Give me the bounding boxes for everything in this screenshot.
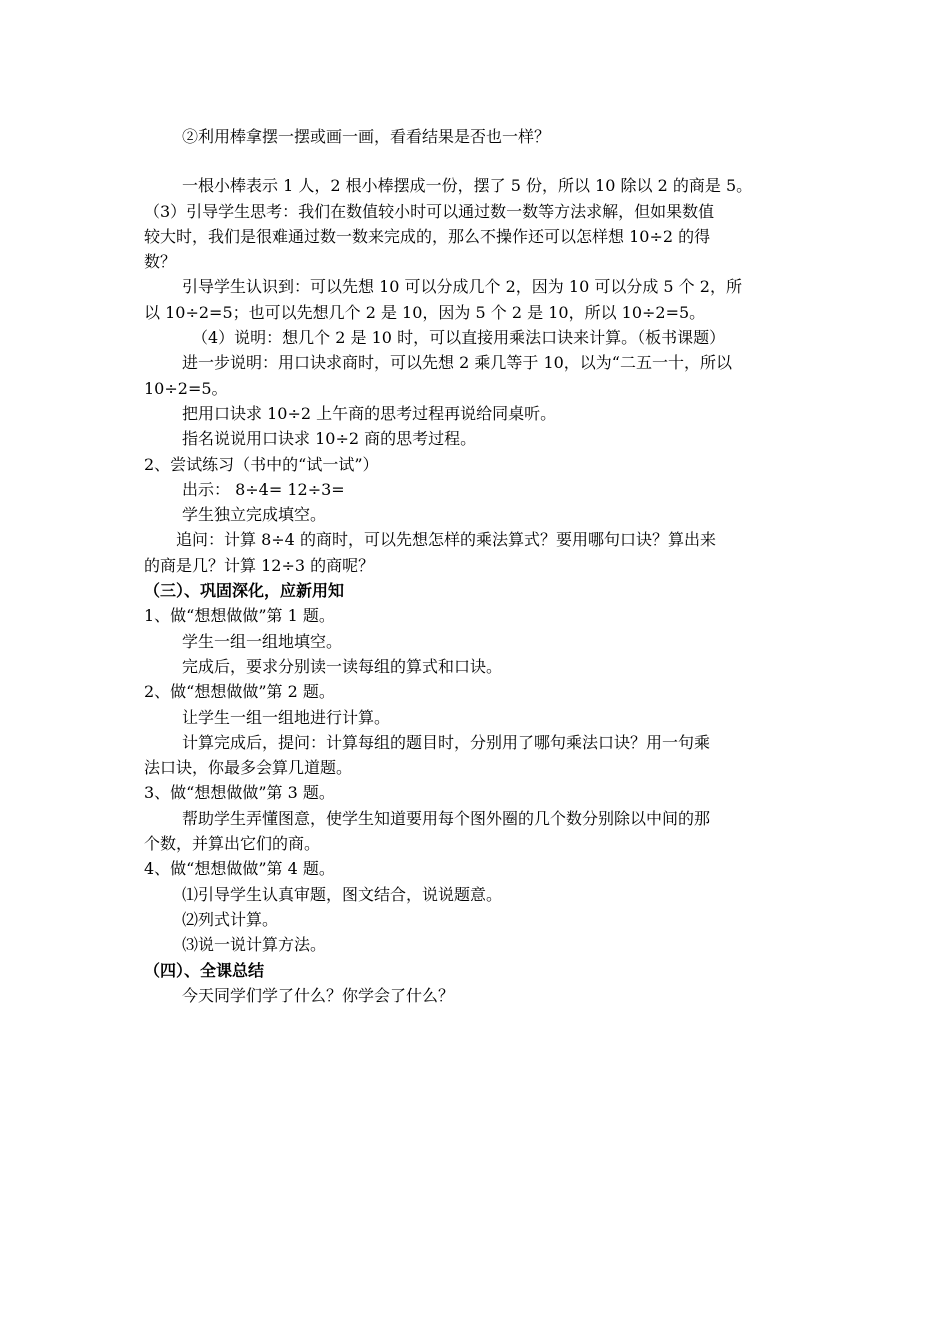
document-page	[144, 124, 812, 1008]
paragraph-line: 的商是几？计算 12÷3 的商呢？	[144, 555, 375, 575]
paragraph-line: 计算完成后，提问：计算每组的题目时，分别用了哪句乘法口诀？用一句乘	[182, 732, 711, 752]
section-heading-bold: （四）、全课总结	[144, 960, 265, 980]
paragraph-line: 出示： 8÷4= 12÷3=	[182, 479, 345, 499]
paragraph-line: 学生独立完成填空。	[182, 505, 327, 525]
paragraph-line: 把用口诀求 10÷2 上午商的思考过程再说给同桌听。	[182, 403, 557, 423]
paragraph-line: 以 10÷2=5；也可以先想几个 2 是 10，因为 5 个 2 是 10，所以 10÷2=5。	[144, 302, 706, 322]
paragraph-line: 让学生一组一组地进行计算。	[182, 707, 391, 727]
paragraph-line: （4）说明：想几个 2 是 10 时，可以直接用乘法口诀来计算。（板书课题）	[192, 328, 726, 348]
paragraph-line: ②利用棒拿摆一摆或画一画，看看结果是否也一样？	[182, 127, 551, 146]
paragraph-line: ⑵列式计算。	[182, 909, 279, 929]
list-item: 3、做“想想做做”第 3 题。	[144, 783, 335, 803]
section-heading: 2、尝试练习（书中的“试一试”）	[144, 454, 379, 474]
list-item: 4、做“想想做做”第 4 题。	[144, 859, 335, 879]
paragraph-line: 数？	[144, 252, 177, 272]
paragraph-line: （3）引导学生思考：我们在数值较小时可以通过数一数等方法求解，但如果数值	[144, 201, 715, 221]
blank-line	[144, 149, 812, 173]
paragraph-line: ⑴引导学生认真审题，图文结合，说说题意。	[182, 884, 503, 904]
paragraph-line: 法口诀，你最多会算几道题。	[144, 758, 353, 778]
paragraph-line: 学生一组一组地填空。	[182, 631, 343, 651]
paragraph-line: 引导学生认识到：可以先想 10 可以分成几个 2，因为 10 可以分成 5 个 2，所	[182, 277, 742, 297]
section-heading-bold: （三）、巩固深化，应新用知	[144, 581, 345, 601]
paragraph-line: 帮助学生弄懂图意，使学生知道要用每个图外圈的几个数分别除以中间的那	[182, 808, 711, 828]
paragraph-line: 进一步说明：用口诀求商时，可以先想 2 乘几等于 10，以为“二五一十，所以	[182, 353, 732, 373]
paragraph-line: 完成后，要求分别读一读每组的算式和口诀。	[182, 656, 503, 676]
paragraph-line: ⑶说一说计算方法。	[182, 935, 327, 955]
paragraph-line: 追问：计算 8÷4 的商时，可以先想怎样的乘法算式？要用哪句口诀？算出来	[176, 530, 716, 550]
list-item: 1、做“想想做做”第 1 题。	[144, 606, 335, 626]
paragraph-line: 今天同学们学了什么？你学会了什么？	[182, 985, 455, 1005]
paragraph-line: 指名说说用口诀求 10÷2 商的思考过程。	[182, 429, 477, 449]
list-item: 2、做“想想做做”第 2 题。	[144, 682, 335, 702]
paragraph-line: 较大时，我们是很难通过数一数来完成的，那么不操作还可以怎样想 10÷2 的得	[144, 226, 711, 246]
paragraph-line: 个数，并算出它们的商。	[144, 834, 321, 854]
paragraph-line: 一根小棒表示 1 人，2 根小棒摆成一份，摆了 5 份，所以 10 除以 2 的商是 5。	[182, 176, 753, 196]
paragraph-line: 10÷2=5。	[144, 378, 228, 398]
